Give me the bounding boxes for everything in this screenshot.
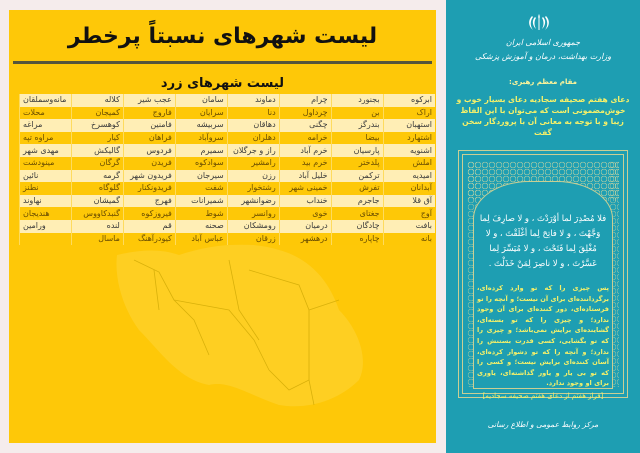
city-cell: کیودرآهنگ: [123, 233, 175, 246]
city-cell: کمیجان: [71, 107, 123, 120]
city-cell: دهلران: [227, 132, 279, 145]
table-row: [20, 132, 436, 145]
city-cell: مانه‌وسملقان: [20, 94, 72, 107]
city-cell: نطنز: [20, 182, 72, 195]
city-cell: فهرج: [123, 195, 175, 208]
city-cell: نهاوند: [20, 195, 72, 208]
city-cell: سمیرم: [175, 144, 227, 157]
city-cell: ترکمن: [331, 170, 383, 183]
city-cell: فریدونکنار: [123, 182, 175, 195]
city-cell: فریدن: [123, 157, 175, 170]
city-cell: سربیشه: [175, 119, 227, 132]
city-cell: املش: [383, 157, 435, 170]
city-cell: پارسیان: [331, 144, 383, 157]
table-row: [20, 220, 436, 233]
city-cell: خرم آباد: [279, 144, 331, 157]
ornamental-frame: [458, 150, 628, 398]
table-row: [20, 157, 436, 170]
city-cell: قم: [123, 220, 175, 233]
city-cell: بن: [331, 107, 383, 120]
city-cell: چرام: [279, 94, 331, 107]
city-cell: تفرش: [331, 182, 383, 195]
yellow-cities-panel: [9, 10, 436, 443]
city-cell: اشتهارد: [383, 132, 435, 145]
city-cell: کیار: [71, 132, 123, 145]
city-cell: فامنین: [123, 119, 175, 132]
city-cell: ماسال: [71, 233, 123, 246]
city-cell: کلاله: [71, 94, 123, 107]
table-row: [20, 207, 436, 220]
table-row: [20, 94, 436, 107]
intro-quote: دعای هفتم صحیفه سجادیه دعای بسیار خوب و خوش‌مضمونی است که می‌توان با این الفاظ زیبا و با توجه به معانی آن با پروردگار سخن گفت: [456, 95, 630, 137]
leader-label: مقام معظم رهبری:: [509, 78, 577, 86]
city-cell: سامان: [175, 94, 227, 107]
city-cell: دماوند: [227, 94, 279, 107]
city-cell: چاپاره: [331, 233, 383, 246]
footer-signature: مرکز روابط عمومی و اطلاع رسانی: [487, 420, 599, 429]
city-cell: خرم بید: [279, 157, 331, 170]
source-citation: [فراز هفتم از دعای هفتم صحیفه سجادیه]: [482, 392, 604, 400]
city-cell: خوی: [279, 207, 331, 220]
city-cell: صحنه: [175, 220, 227, 233]
city-cell: اشنویه: [383, 144, 435, 157]
city-cell: شمیرانات: [175, 195, 227, 208]
city-cell: محلات: [20, 107, 72, 120]
table-row: [20, 182, 436, 195]
city-cell: گرمه: [71, 170, 123, 183]
city-cell: پلدختر: [331, 157, 383, 170]
table-row: [20, 233, 436, 246]
city-cell: مراوه تپه: [20, 132, 72, 145]
city-cell: چرداول: [279, 107, 331, 120]
city-cell: بافت: [383, 220, 435, 233]
city-cell: رشتخوار: [227, 182, 279, 195]
city-cell: فاروج: [123, 107, 175, 120]
city-cell: درمیان: [279, 220, 331, 233]
city-cell: خنداب: [279, 195, 331, 208]
city-cell: گمیشان: [71, 195, 123, 208]
city-cell: دهاقان: [227, 119, 279, 132]
city-cell: بیضا: [331, 132, 383, 145]
ministry-header-line1: جمهوری اسلامی ایران: [505, 38, 581, 47]
iran-emblem-icon: [528, 12, 550, 32]
page-title: لیست شهرهای نسبتاً پرخطر: [67, 24, 378, 49]
city-cell: بجنورد: [331, 94, 383, 107]
city-cell: گرگان: [71, 157, 123, 170]
city-cell: مراغه: [20, 119, 72, 132]
city-cell: رضوانشهر: [227, 195, 279, 208]
table-row: [20, 119, 436, 132]
city-cell: نائین: [20, 170, 72, 183]
city-cell: خلیل آباد: [279, 170, 331, 183]
city-cell: گنبدکاووس: [71, 207, 123, 220]
city-cell: سرایان: [175, 107, 227, 120]
city-cell: امیدیه: [383, 170, 435, 183]
city-cell: گلوگاه: [71, 182, 123, 195]
city-cell: اراک: [383, 107, 435, 120]
city-cell: رومشکان: [227, 220, 279, 233]
city-cell: سیرجان: [175, 170, 227, 183]
city-cell: سوادکوه: [175, 157, 227, 170]
city-cell: هندیجان: [20, 207, 72, 220]
city-cell: سروآباد: [175, 132, 227, 145]
quote-panel: [446, 0, 640, 453]
table-row: [20, 107, 436, 120]
city-cell: استهبان: [383, 119, 435, 132]
city-cell: چادگان: [331, 220, 383, 233]
ministry-header-line2: وزارت بهداشت، درمان و آموزش پزشکی: [474, 52, 612, 61]
city-cell: رزن: [227, 170, 279, 183]
city-cell: خرامه: [279, 132, 331, 145]
city-cell: جغتای: [331, 207, 383, 220]
city-cell: درهشهر: [279, 233, 331, 246]
city-cell: آق قلا: [383, 195, 435, 208]
city-cell: جاجرم: [331, 195, 383, 208]
persian-translation: پس چیزی را که تو وارد کرده‌ای، برگرداننده‌ای برای آن نیست؛ و آنچه را تو فرستاده‌ای، دور کننده‌ای برای آن وجود ندارد؛ و چیزی را که تو بسته‌ای، گشاینده‌ای برایش نمی‌باشد؛ و چیزی را که تو بگشایی، کسی قدرت بستنش را ندارد؛ و آنچه را که تو دشوار کرده‌ای، آسان کننده‌ای برایش نیست؛ و کسی را که تو بی یار و یاور گذاشته‌ای، یاوری برای او وجود ندارد.: [477, 284, 609, 388]
city-cell: راز و جرگلان: [227, 144, 279, 157]
city-cell: فریدون شهر: [123, 170, 175, 183]
yellow-cities-table: [19, 94, 435, 245]
city-cell: شوط: [175, 207, 227, 220]
city-cell: فراهان: [123, 132, 175, 145]
city-cell: مینودشت: [20, 157, 72, 170]
city-cell: عجب شیر: [123, 94, 175, 107]
city-cell: گالیکش: [71, 144, 123, 157]
city-cell: فیروزکوه: [123, 207, 175, 220]
city-cell: ابرکوه: [383, 94, 435, 107]
city-cell: خمینی شهر: [279, 182, 331, 195]
city-cell: روانسر: [227, 207, 279, 220]
city-cell: دنا: [227, 107, 279, 120]
city-cell: لنده: [71, 220, 123, 233]
table-row: [20, 195, 436, 208]
section-subtitle: لیست شهرهای زرد: [160, 76, 285, 91]
city-cell: بانه: [383, 233, 435, 246]
city-cell: بندرگز: [331, 119, 383, 132]
city-cell: فردوس: [123, 144, 175, 157]
title-divider: [13, 61, 432, 64]
city-cell: مهدی شهر: [20, 144, 72, 157]
city-cell: [20, 233, 72, 246]
city-cell: ورامین: [20, 220, 72, 233]
arabic-supplication: فلا مُصْدِرَ لما أوْرَدْتَ ، و لا صارِفَ لِما وَجَّهْتَ ، و لا فاتِحَ لِما أغْلَقْتَ ، و لا مُغْلِقَ لِما فَتَحْتَ ، و لا مُيَسِّرَ لِما عَسَّرْتَ ، و لا ناصِرَ لِمَنْ خَذَلْتَ .: [479, 213, 607, 268]
city-cell: کوهسرخ: [71, 119, 123, 132]
city-cell: عباس آباد: [175, 233, 227, 246]
city-cell: شفت: [175, 182, 227, 195]
city-cell: رامشیر: [227, 157, 279, 170]
table-row: [20, 144, 436, 157]
city-cell: زرقان: [227, 233, 279, 246]
table-row: [20, 170, 436, 183]
city-cell: آوج: [383, 207, 435, 220]
city-cell: چگنی: [279, 119, 331, 132]
city-cell: آبدانان: [383, 182, 435, 195]
